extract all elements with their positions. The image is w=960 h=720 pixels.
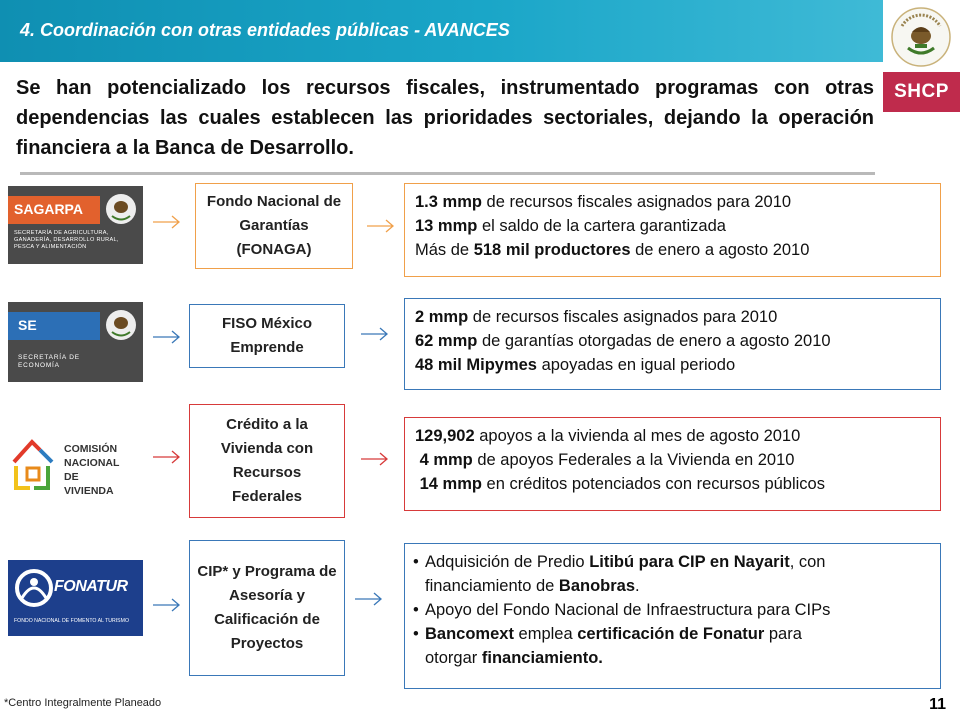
bullet-item — [413, 622, 930, 670]
arrow-icon — [366, 218, 396, 234]
detail-line: Apoyo del Fondo Nacional de Infraestructura para CIPs — [425, 601, 831, 619]
se-logo — [8, 302, 143, 382]
arrow-icon — [152, 597, 182, 613]
program-box-vivienda: Crédito a la Vivienda con Recursos Federales — [189, 404, 345, 518]
fonatur-emblem-icon — [14, 568, 54, 612]
arrow-icon — [360, 326, 390, 342]
detail-line: 1.3 mmp de recursos fiscales asignados para 2010 — [415, 193, 792, 211]
eagle-icon — [104, 308, 138, 342]
detail-line: 48 mil Mipymes apoyadas en igual periodo — [415, 356, 736, 374]
sagarpa-logo-subtitle: SECRETARÍA DE AGRICULTURA, GANADERÍA, DESARROLLO RURAL, PESCA Y ALIMENTACIÓN — [14, 230, 119, 250]
detail-line: 13 mmp el saldo de la cartera garantizada — [415, 217, 726, 235]
program-box-fiso: FISO México Emprende — [189, 304, 345, 368]
detail-line: 62 mmp de garantías otorgadas de enero a agosto 2010 — [415, 332, 831, 350]
arrow-icon — [360, 451, 390, 467]
details-box-fonaga — [404, 183, 941, 277]
fonatur-logo — [8, 560, 143, 636]
shcp-logo: SHCP — [883, 72, 960, 112]
conavi-logo-name: COMISIÓN NACIONAL DE VIVIENDA — [64, 443, 120, 497]
program-box-fonaga: Fondo Nacional de Garantías (FONAGA) — [195, 183, 353, 269]
details-box-vivienda — [404, 417, 941, 511]
house-icon — [10, 436, 56, 492]
bullet-item — [413, 550, 930, 598]
detail-line: 2 mmp de recursos fiscales asignados para 2010 — [415, 308, 778, 326]
bullet-dot-icon: • — [413, 553, 419, 571]
detail-line: Adquisición de Predio Litibú para CIP en Nayarit, con — [425, 553, 826, 571]
details-box-fiso — [404, 298, 941, 390]
detail-line: 129,902 apoyos a la vivienda al mes de agosto 2010 — [415, 427, 801, 445]
detail-line: financiamiento de Banobras. — [425, 577, 640, 595]
sagarpa-logo — [8, 186, 143, 264]
arrow-icon — [354, 591, 384, 607]
detail-line: Bancomext emplea certificación de Fonatur para — [425, 625, 802, 643]
detail-line: Más de 518 mil productores de enero a agosto 2010 — [415, 241, 810, 259]
detail-line: 14 mmp en créditos potenciados con recursos públicos — [415, 475, 825, 493]
program-box-cip: CIP* y Programa de Asesoría y Calificación de Proyectos — [189, 540, 345, 676]
bullet-item — [413, 598, 930, 622]
slide-title: 4. Coordinación con otras entidades públicas - AVANCES — [20, 20, 510, 40]
eagle-icon — [104, 192, 138, 226]
header-bar — [0, 0, 883, 62]
bullet-dot-icon: • — [413, 625, 419, 643]
footnote: *Centro Integralmente Planeado — [4, 697, 162, 709]
se-logo-subtitle: SECRETARÍA DE ECONOMÍA — [18, 354, 80, 369]
detail-line: 4 mmp de apoyos Federales a la Vivienda en 2010 — [415, 451, 795, 469]
fonatur-logo-subtitle: FONDO NACIONAL DE FOMENTO AL TURISMO — [14, 618, 130, 624]
fonatur-logo-name: FONATUR — [54, 578, 128, 595]
mexico-seal-icon — [888, 6, 954, 68]
intro-paragraph: Se han potencializado los recursos fiscales, instrumentado programas con otras dependencias las cuales establecen las prioridades sectoriales, dejando la operación financiera a la Banca de Desarrollo. — [16, 77, 874, 159]
arrow-icon — [152, 449, 182, 465]
conavi-logo — [8, 424, 143, 504]
page-number: 11 — [929, 696, 946, 713]
detail-line: otorgar financiamiento. — [425, 649, 603, 667]
sagarpa-logo-name: SAGARPA — [14, 201, 83, 217]
divider — [20, 172, 875, 175]
bullet-dot-icon: • — [413, 601, 419, 619]
details-box-cip — [404, 543, 941, 689]
arrow-icon — [152, 214, 182, 230]
arrow-icon — [152, 329, 182, 345]
se-logo-name: SE — [18, 317, 37, 333]
